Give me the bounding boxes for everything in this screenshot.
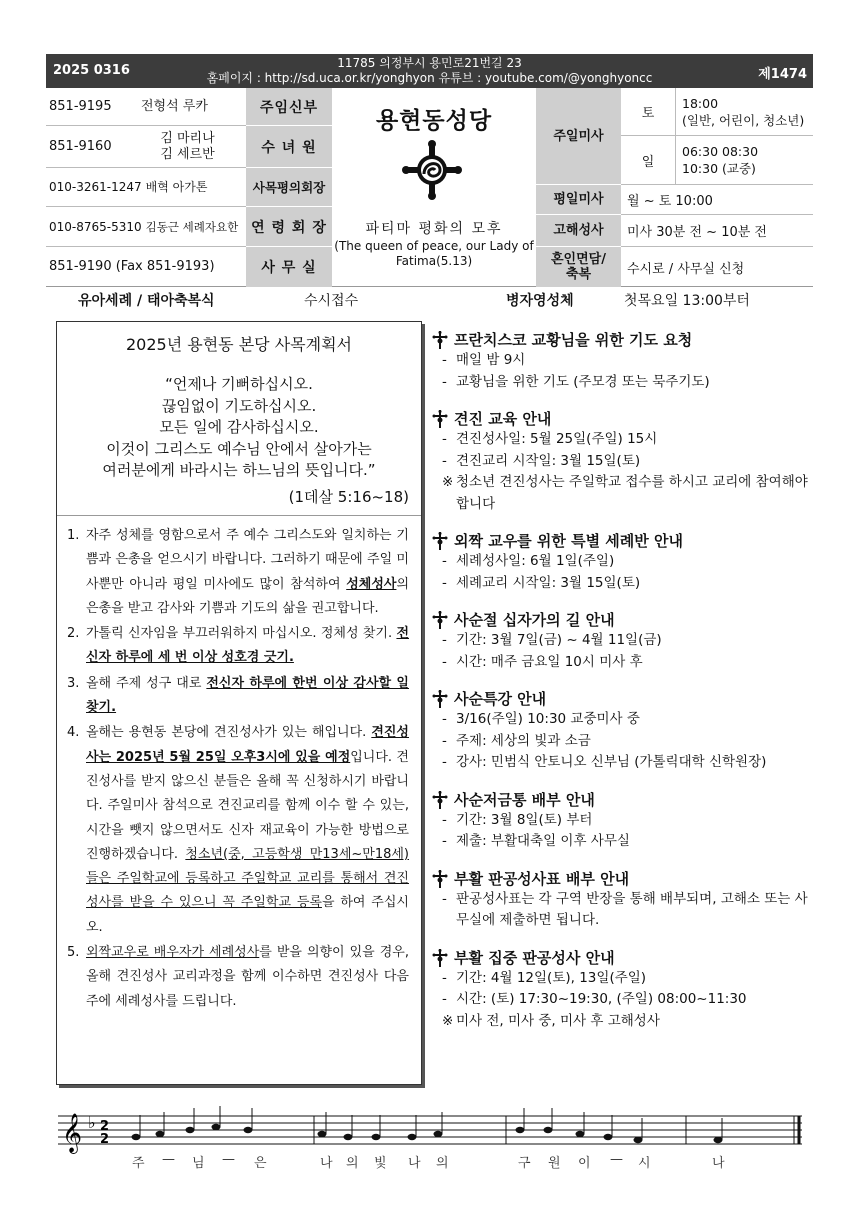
plan-item [67,622,409,671]
notice-bullet: - [442,632,447,648]
notice-line [432,889,812,932]
plan-quote: “언제나 기뻐하십시오. 끊임없이 기도하십시오. 모든 일에 감사하십시오. 이것이 그리스도 예수님 안에서 살아가는 여러분에게 바라시는 하느님의 뜻입니다.” [102,375,376,479]
notice-text: 청소년 견진성사는 주일학교 접수를 하시고 교리에 참여해야 합니다 [456,474,808,512]
plan-item-text: 의 은총을 받고 감사와 기쁨과 기도의 삶을 권고합니다. [86,576,409,616]
notice-text: 시간: (토) 17:30~19:30, (주일) 08:00~11:30 [456,991,747,1007]
saturday-mass-time: 18:00 (일반, 어린이, 청소년) [676,88,813,136]
notice-title: 프란치스코 교황님을 위한 기도 요청 [454,331,693,349]
confession-time: 미사 30분 전 ~ 10분 전 [621,215,813,247]
notice-text: 미사 전, 미사 중, 미사 후 고해성사 [456,1012,660,1029]
time-signature-icon: 2 [100,1132,110,1147]
notice-heading [432,948,812,968]
notices-column [432,330,812,1048]
church-address: 11785 의정부시 용민로21번길 23 [337,56,522,70]
music-note [544,1127,553,1133]
notice-bullet: - [442,452,447,469]
plan-item-text: 을 하여 주십시오. [86,895,409,935]
plan-item-text: 올해는 용현동 본당에 견진성사가 있는 해입니다. [86,725,372,741]
notice-text: 기간: 3월 7일(금) ~ 4월 11일(금) [456,632,662,648]
notice-text: 기간: 4월 12일(토), 13일(주일) [456,969,647,986]
notice-text: 제출: 부활대축일 이후 사무실 [456,833,630,849]
notice-bullet: ※ [442,1012,454,1029]
notice-section [432,869,812,932]
sick-communion-label: 병자영성체 [506,293,574,309]
header-bar [46,54,813,88]
notice-line [432,831,812,853]
notice-title: 부활 판공성사표 배부 안내 [454,869,630,888]
church-patron: 파티마 평화의 모후 [365,221,503,237]
hymn-lyrics [58,1152,808,1172]
cross-icon [432,949,448,967]
notice-bullet: - [442,754,447,770]
music-note [186,1127,195,1133]
notice-heading [432,610,812,630]
notice-bullet: - [442,711,447,727]
plan-item-emphasis: 견진성사는 2025년 5월 25일 오후3시에 있을 예정 [86,725,409,765]
lyric-syllable: 시 [638,1156,651,1171]
plan-item-text: 자주 성체를 영함으로서 주 예수 그리스도와 일치하는 기쁨과 은총을 얻으시기 바랍니다. 그러하기 때문에 주일 미사뿐만 아니라 평일 미사에도 많이 참석하여 [86,528,409,592]
cross-icon [432,870,448,888]
church-patron-english: (The queen of peace, our Lady of Fatima(5.13) [334,239,534,268]
confession-label: 고해성사 [536,215,621,247]
notice-title: 부활 집중 판공성사 안내 [454,948,615,967]
notice-text: 3/16(주일) 10:30 교중미사 중 [456,711,640,727]
contact-role: 주임신부 [246,88,332,126]
music-note [212,1124,221,1130]
wedding-value: 수시로 / 사무실 신청 [627,261,745,277]
music-note [604,1134,613,1140]
lyric-syllable: 구 [518,1156,531,1171]
contact-name: 전형석 루카 [141,98,208,114]
lyric-syllable: 빛 [374,1156,387,1171]
sunday-mass-time: 06:30 08:30 10:30 (교중) [676,136,813,185]
notice-bullet: - [442,352,447,368]
notice-section [432,689,812,774]
plan-item-emphasis: 전신자 하루에 세 번 이상 성호경 긋기. [86,626,409,666]
notice-line [432,709,812,731]
notice-bullet: - [442,732,447,749]
plan-item-emphasis: 전신자 하루에 한번 이상 감사할 일 찾기. [86,675,409,716]
notice-line [432,989,812,1011]
plan-list [57,524,421,1015]
notice-text: 세례성사일: 6월 1일(주일) [456,553,615,569]
contact-role: 연 령 회 장 [246,207,332,247]
notice-section [432,531,812,594]
lyric-syllable: 은 [254,1156,267,1171]
notice-text: 판공성사표는 각 구역 반장을 통해 배부되며, 고해소 또는 사무실에 제출하면 됩니다. [456,890,808,928]
weekday-mass-label: 평일미사 [536,185,621,215]
church-identity [332,88,536,287]
contact-name: 김동근 세례자요한 [145,219,239,234]
church-web-links[interactable]: 홈페이지 : http://sd.uca.or.kr/yonghyon 유튜브 : youtube.com/@yonghyoncc [206,71,653,85]
notice-line [432,810,812,832]
sunday-mass-label: 주일미사 [536,88,621,185]
music-note [244,1127,253,1133]
music-note [714,1137,723,1143]
lyric-syllable: — [222,1152,235,1167]
notice-bullet: - [442,991,447,1007]
lyric-syllable: — [610,1152,623,1167]
notice-text: 세례교리 시작일: 3월 15일(토) [456,574,641,591]
lyric-syllable: 님 [192,1156,205,1171]
notice-bullet: - [442,574,447,591]
notice-heading [432,531,812,551]
plan-quote-reference: (1데살 5:16~18) [288,488,409,506]
plan-item-text: 를 받을 의향이 있을 경우, 올해 견진성사 교리과정을 함께 이수하면 견진성사 다음주에 세례성사를 드립니다. [86,945,409,1009]
header-address-block [46,56,813,86]
notice-bullet: - [442,553,447,569]
wedding-label: 혼인면담/ 축복 [536,247,621,287]
plan-title: 2025년 용현동 본당 사목계획서 [126,335,352,354]
notice-bullet: - [442,431,447,447]
notice-section [432,610,812,673]
plan-item-number: 4. [67,725,80,741]
cross-icon [432,532,448,550]
music-note [434,1131,443,1137]
plan-item [67,941,409,1014]
plan-item [67,721,409,940]
lyric-syllable: 원 [548,1156,561,1171]
notice-text: 기간: 3월 8일(토) 부터 [456,811,593,828]
notice-line [432,630,812,652]
notice-section [432,330,812,393]
notice-bullet: - [442,969,447,986]
music-note [344,1134,353,1140]
plan-item-number: 5. [67,945,80,961]
notice-line [432,573,812,595]
notice-text: 교황님을 위한 기도 (주모경 또는 묵주기도) [456,373,710,390]
notice-text: 견진교리 시작일: 3월 15일(토) [456,452,641,469]
notice-heading [432,409,812,429]
treble-clef-icon: 𝄞 [62,1113,83,1153]
notice-bullet: - [442,373,447,390]
notice-heading [432,330,812,350]
plan-item [67,524,409,621]
notice-bullet: - [442,890,447,907]
lyric-syllable: 의 [346,1156,359,1171]
contact-phone: 851-9160 [49,139,112,154]
cross-icon [432,690,448,708]
notice-text: 시간: 매주 금요일 10시 미사 후 [456,653,643,670]
notice-bullet: - [442,811,447,828]
saturday-label: 토 [621,88,676,136]
notice-text: 강사: 민범식 안토니오 신부님 (가톨릭대학 신학원장) [456,754,767,770]
lyric-syllable: 이 [578,1156,591,1171]
music-note [156,1131,165,1137]
notice-text: 견진성사일: 5월 25일(주일) 15시 [456,431,658,447]
notice-section [432,948,812,1033]
contact-phone: 010-3261-1247 [49,180,142,194]
music-note [408,1134,417,1140]
notice-line [432,451,812,473]
contact-role: 사목평의회장 [246,168,332,207]
cross-icon [432,410,448,428]
notice-title: 외짝 교우를 위한 특별 세례반 안내 [454,532,683,550]
plan-item [67,672,409,721]
notice-title: 사순특강 안내 [454,690,547,708]
contact-row [46,168,246,207]
plan-item-underline: 외짝교우로 배우자가 세례성사 [86,945,260,961]
plan-item-number: 3. [67,675,80,691]
notice-title: 사순저금통 배부 안내 [454,790,595,809]
notice-bullet: - [442,833,447,849]
cross-icon [432,611,448,629]
plan-item-text: 입니다. 견진성사를 받지 않으신 분들은 올해 꼭 신청하시기 바랍니다. 주일미사 참석으로 견진교리를 함께 이수 할 수 있는, 시간을 뺏지 않으면서도 신자 재교육이 가능한 방법으로 진행하겠습니다. [86,749,409,862]
sacrament-line [46,288,813,310]
cross-icon [432,331,448,349]
notice-line [432,551,812,573]
notice-line [432,429,812,451]
plan-item-number: 1. [67,528,80,543]
plan-divider [57,515,421,516]
music-note [372,1134,381,1140]
lyric-syllable: — [162,1152,175,1167]
notice-line [432,350,812,372]
notice-section [432,409,812,515]
contact-row [46,88,246,126]
contact-role: 사 무 실 [246,247,332,287]
notice-title: 견진 교육 안내 [454,410,552,428]
issue-date: 2025 0316 [53,63,130,78]
infant-baptism-value: 수시접수 [304,293,359,309]
notice-line [432,472,812,515]
contact-phone: 851-9195 [49,99,112,114]
plan-item-underline: 청소년(중, 고등학생 만13세~만18세)들은 주일학교에 등록하고 주일학교 교리를 통해서 견진성사를 받을 수 있으니 꼭 주일학교 등록 [86,846,409,911]
lyric-syllable: 나 [712,1156,725,1171]
lyric-syllable: 나 [320,1156,333,1171]
lyric-syllable: 의 [436,1156,449,1171]
plan-item-number: 2. [67,626,80,642]
contact-row [46,207,246,247]
church-emblem-icon [402,140,462,200]
contact-row [46,247,246,287]
notice-line [432,731,812,753]
notice-section [432,790,812,853]
plan-item-text: 올해 주제 성구 대로 [86,675,207,691]
contact-row [46,126,246,168]
infant-baptism-label: 유아세례 / 태아축복식 [78,293,215,309]
music-note [132,1134,141,1140]
notice-line [432,1011,812,1033]
issue-number: 제1474 [758,67,807,82]
info-grid [46,88,813,287]
music-note [634,1137,643,1143]
plan-item-text: 가톨릭 신자임을 부끄러워하지 마십시오. 정체성 찾기. [86,626,397,642]
notice-text: 매일 밤 9시 [456,352,526,368]
sunday-label: 일 [621,136,676,185]
notice-heading [432,689,812,709]
notice-text: 주제: 세상의 빛과 소금 [456,732,591,749]
contact-role: 수 녀 원 [246,126,332,168]
notice-heading [432,790,812,810]
music-note [516,1127,525,1133]
notice-title: 사순절 십자가의 길 안내 [454,611,615,629]
notice-line [432,652,812,674]
contact-name: 김 마리나 김 세르반 [160,130,215,162]
sick-communion-value: 첫목요일 13:00부터 [624,293,750,309]
weekday-mass-time: 월 ~ 토 10:00 [621,185,813,215]
notice-line [432,372,812,394]
notice-heading [432,869,812,889]
flat-sign-icon: ♭ [88,1113,96,1132]
notice-bullet: - [442,653,447,670]
contact-phone: 010-8765-5310 [49,219,142,234]
church-name: 용현동성당 [375,108,493,134]
lyric-syllable: 나 [408,1156,421,1171]
cross-icon [432,791,448,809]
contact-name: 배혁 아가톤 [145,180,208,194]
lyric-syllable: 주 [132,1156,145,1171]
notice-line [432,752,812,774]
notice-line [432,968,812,990]
music-note [318,1131,327,1137]
contact-phone: 851-9190 (Fax 851-9193) [49,259,215,274]
pastoral-plan-box [56,321,422,1085]
time-signature-icon: 2 [100,1119,110,1134]
plan-item-emphasis: 성체성사 [346,576,397,592]
notice-bullet: ※ [442,474,454,490]
music-note [576,1131,585,1137]
